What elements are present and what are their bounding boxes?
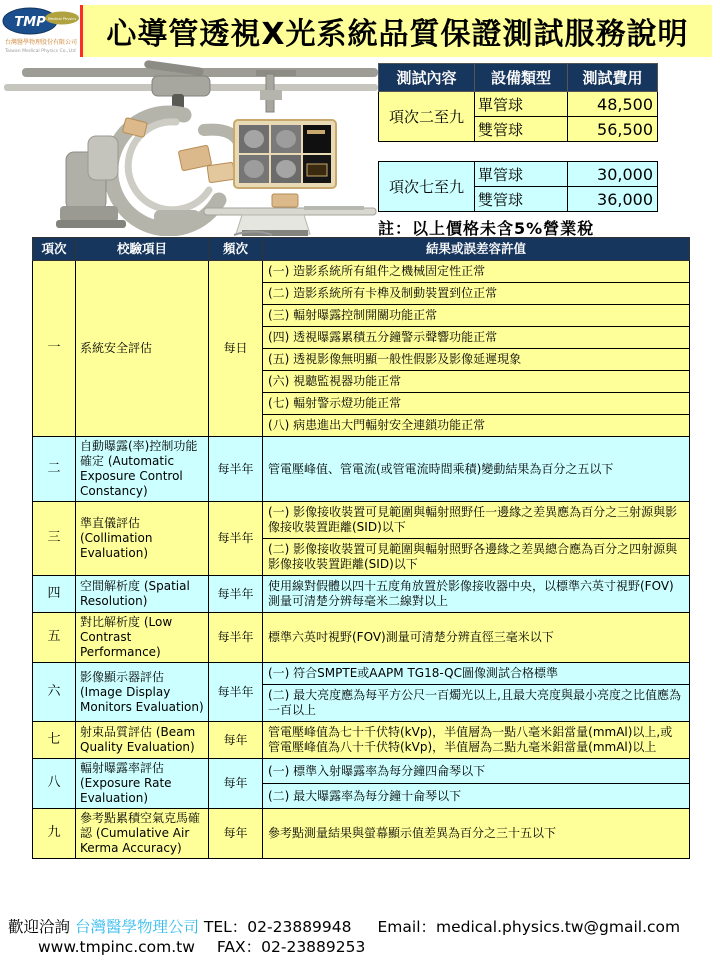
row-no-cell: 二: [33, 437, 76, 502]
price-type-cell: 雙管球: [475, 117, 568, 142]
logo-company-en: Taiwan Medical Physics Co.,Ltd: [5, 49, 76, 54]
table-row: [33, 663, 690, 685]
result-cell: (一) 影像接收裝置可見範圍與輻射照野任一邊緣之差異應為百分之三射源與影像接收裝置距離(SID)以下: [263, 502, 690, 539]
freq-cell: 每半年: [209, 576, 263, 613]
table-row: [33, 722, 690, 759]
table-row: [33, 437, 690, 502]
result-cell: 管電壓峰值為七十千伏特(kVp)，半值層為一點八毫米鋁當量(mmAl)以上,或管電壓峰值為八十千伏特(kVp)，半值層為二點九毫米鋁當量(mmAl)以上: [263, 722, 690, 759]
table-row: [33, 576, 690, 613]
contact-email: Email：medical.physics.tw@gmail.com: [377, 918, 681, 936]
freq-cell: 每半年: [209, 502, 263, 576]
result-cell: 使用線對假體以四十五度角放置於影像接收器中央，以標準六英寸視野(FOV)測量可清楚分辨每毫米二線對以上: [263, 576, 690, 613]
qa-header-no: 項次: [33, 238, 76, 261]
result-cell: 管電壓峰值、管電流(或管電流時間乘積)變動結果為百分之五以下: [263, 437, 690, 502]
xray-system-illustration: [4, 60, 378, 236]
item-cell: 自動曝露(率)控制功能確定 (Automatic Exposure Control Constancy): [76, 437, 209, 502]
qa-header-result: 結果或誤差容許值: [263, 238, 690, 261]
contact-prefix: 歡迎洽詢: [8, 918, 75, 936]
logo-tagline-text: Medical Physics: [47, 17, 77, 21]
result-cell: (一) 符合SMPTE或AAPM TG18-QC圖像測試合格標準: [263, 663, 690, 685]
table-row: [33, 759, 690, 784]
freq-cell: 每日: [209, 261, 263, 437]
contact-footer: [8, 918, 714, 958]
freq-cell: 每半年: [209, 613, 263, 663]
item-cell: 射束品質評估 (Beam Quality Evaluation): [76, 722, 209, 759]
freq-cell: 每年: [209, 722, 263, 759]
price-section: [378, 63, 657, 239]
price-header-row: [379, 64, 658, 92]
result-cell: 標準六英吋視野(FOV)測量可清楚分辨直徑三毫米以下: [263, 613, 690, 663]
tmp-logo-icon: [2, 6, 86, 58]
price-fee-cell: 36,000: [568, 187, 658, 212]
row-no-cell: 三: [33, 502, 76, 576]
result-cell: (三) 輻射曝露控制開關功能正常: [263, 305, 690, 327]
item-cell: 對比解析度 (Low Contrast Performance): [76, 613, 209, 663]
price-scope-cell: 項次七至九: [379, 162, 475, 212]
price-row: [379, 92, 658, 117]
item-cell: 影像顯示器評估 (Image Display Monitors Evaluation): [76, 663, 209, 722]
price-type-cell: 雙管球: [475, 187, 568, 212]
item-cell: 參考點累積空氣克馬確認 (Cumulative Air Kerma Accuracy): [76, 809, 209, 859]
result-cell: (一) 造影系統所有組件之機械固定性正常: [263, 261, 690, 283]
result-cell: (七) 輻射警示燈功能正常: [263, 393, 690, 415]
item-cell: 準直儀評估 (Collimation Evaluation): [76, 502, 209, 576]
price-type-cell: 單管球: [475, 162, 568, 187]
xray-machine-icon: [4, 60, 378, 236]
result-cell: (八) 病患進出大門輻射安全連鎖功能正常: [263, 415, 690, 437]
row-no-cell: 一: [33, 261, 76, 437]
qa-test-table: [32, 237, 690, 859]
price-fee-cell: 56,500: [568, 117, 658, 142]
result-cell: (二) 造影系統所有卡榫及制動裝置到位正常: [263, 283, 690, 305]
page-title-banner: [80, 5, 712, 57]
row-no-cell: 八: [33, 759, 76, 809]
result-cell: (四) 透視曝露累積五分鐘警示聲響功能正常: [263, 327, 690, 349]
price-fee-cell: 48,500: [568, 92, 658, 117]
price-scope-cell: 項次二至九: [379, 92, 475, 142]
row-no-cell: 六: [33, 663, 76, 722]
freq-cell: 每年: [209, 759, 263, 809]
result-cell: (一) 標準入射曝露率為每分鐘四侖琴以下: [263, 759, 690, 784]
result-cell: (二) 影像接收裝置可見範圍與輻射照野各邊緣之差異總合應為百分之四射源與影像接收裝置距離(SID)以下: [263, 539, 690, 576]
item-cell: 輻射曝露率評估 (Exposure Rate Evaluation): [76, 759, 209, 809]
logo-company-zh: 台灣醫學物理股份有限公司: [5, 39, 78, 46]
item-cell: 系統安全評估: [76, 261, 209, 437]
qa-header-freq: 頻次: [209, 238, 263, 261]
table-row: [33, 809, 690, 859]
company-name: 台灣醫學物理公司: [74, 918, 199, 936]
price-fee-cell: 30,000: [568, 162, 658, 187]
freq-cell: 每半年: [209, 663, 263, 722]
freq-cell: 每年: [209, 809, 263, 859]
contact-website: www.tmpinc.com.tw: [38, 937, 195, 956]
row-no-cell: 五: [33, 613, 76, 663]
tax-note: 註：以上價格未含5%營業稅: [378, 219, 595, 238]
qa-header-row: [33, 238, 690, 261]
price-table-1: [378, 63, 658, 142]
table-row: [33, 261, 690, 283]
tmp-logo: [2, 6, 86, 58]
contact-line-2: [8, 938, 714, 958]
page-title: 心導管透視X光系統品質保證測試服務說明: [106, 17, 689, 52]
price-header-fee: 測試費用: [568, 64, 658, 92]
qa-header-item: 校驗項目: [76, 238, 209, 261]
table-row: [33, 502, 690, 539]
row-no-cell: 九: [33, 809, 76, 859]
contact-line-1: [8, 918, 714, 938]
result-cell: (六) 視聽監視器功能正常: [263, 371, 690, 393]
price-header-equipment: 設備類型: [475, 64, 568, 92]
contact-tel: TEL：02-23889948: [203, 918, 352, 936]
price-type-cell: 單管球: [475, 92, 568, 117]
result-cell: (二) 最大亮度應為每平方公尺一百燭光以上,且最大亮度與最小亮度之比值應為一百以上: [263, 685, 690, 722]
result-cell: 參考點測量結果與螢幕顯示值差異為百分之三十五以下: [263, 809, 690, 859]
price-row: [379, 162, 658, 187]
result-cell: (二) 最大曝露率為每分鐘十侖琴以下: [263, 784, 690, 809]
row-no-cell: 四: [33, 576, 76, 613]
logo-tmp-text: TMP: [14, 15, 46, 30]
result-cell: (五) 透視影像無明顯一般性假影及影像延遲現象: [263, 349, 690, 371]
item-cell: 空間解析度 (Spatial Resolution): [76, 576, 209, 613]
row-no-cell: 七: [33, 722, 76, 759]
freq-cell: 每半年: [209, 437, 263, 502]
price-table-2: [378, 161, 658, 212]
contact-fax: FAX：02-23889253: [216, 937, 366, 956]
table-row: [33, 613, 690, 663]
price-header-content: 測試內容: [379, 64, 475, 92]
